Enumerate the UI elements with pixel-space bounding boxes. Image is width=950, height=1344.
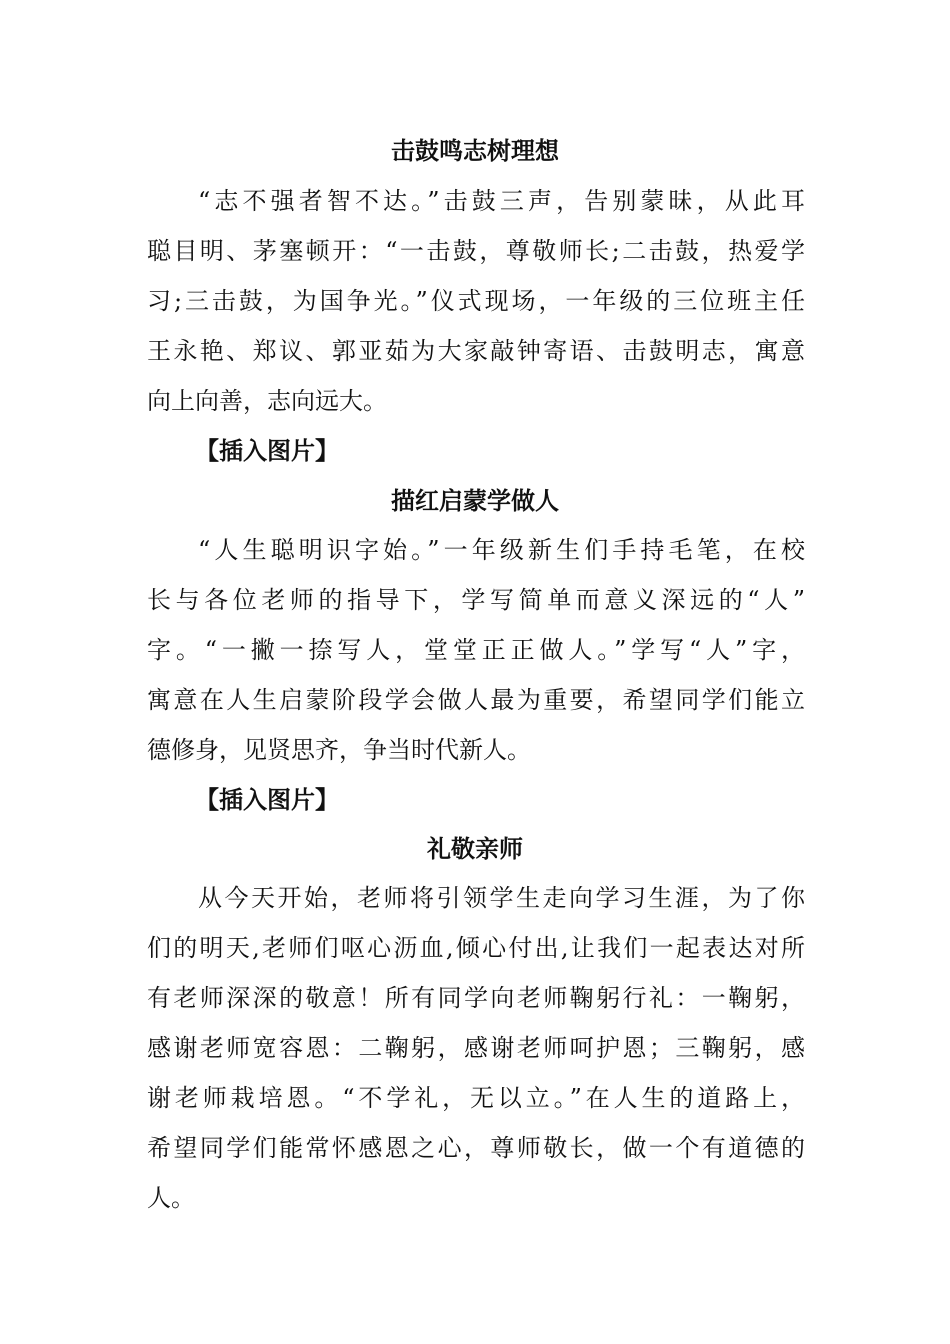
section-title: 击鼓鸣志树理想 bbox=[391, 137, 559, 165]
paragraph-line: 王永艳、郑议、郭亚茹为大家敲钟寄语、击鼓明志，寓意 bbox=[147, 337, 805, 365]
paragraph-line: 谢老师栽培恩。“不学礼，无以立。”在人生的道路上， bbox=[147, 1084, 805, 1112]
paragraph-line: 德修身，见贤思齐，争当时代新人。 bbox=[147, 736, 531, 764]
image-placeholder: 【插入图片】 bbox=[195, 786, 339, 814]
paragraph-line: 有老师深深的敬意！所有同学向老师鞠躬行礼：一鞠躬， bbox=[147, 984, 805, 1012]
paragraph-line: 寓意在人生启蒙阶段学会做人最为重要，希望同学们能立 bbox=[147, 686, 805, 714]
paragraph-line: “志不强者智不达。”击鼓三声，告别蒙昧，从此耳 bbox=[198, 187, 805, 215]
paragraph-line: 们的明天,老师们呕心沥血,倾心付出,让我们一起表达对所 bbox=[147, 934, 805, 962]
paragraph-line: 从今天开始，老师将引领学生走向学习生涯，为了你 bbox=[198, 884, 805, 912]
section-title: 描红启蒙学做人 bbox=[391, 487, 559, 515]
paragraph-line: 向上向善，志向远大。 bbox=[147, 387, 387, 415]
paragraph-line: 感谢老师宽容恩：二鞠躬，感谢老师呵护恩；三鞠躬，感 bbox=[147, 1034, 805, 1062]
paragraph-line: 聪目明、茅塞顿开：“一击鼓，尊敬师长;二击鼓，热爱学 bbox=[147, 237, 805, 265]
paragraph-line: 字。“一撇一捺写人，堂堂正正做人。”学写“人”字， bbox=[147, 636, 805, 664]
paragraph-line: 希望同学们能常怀感恩之心，尊师敬长，做一个有道德的 bbox=[147, 1134, 805, 1162]
paragraph-line: 习;三击鼓，为国争光。”仪式现场，一年级的三位班主任 bbox=[147, 287, 805, 315]
image-placeholder: 【插入图片】 bbox=[195, 437, 339, 465]
paragraph-line: “人生聪明识字始。”一年级新生们手持毛笔，在校 bbox=[198, 536, 805, 564]
section-title: 礼敬亲师 bbox=[427, 835, 523, 863]
paragraph-line: 人。 bbox=[147, 1184, 195, 1212]
paragraph-line: 长与各位老师的指导下，学写简单而意义深远的“人” bbox=[147, 586, 805, 614]
